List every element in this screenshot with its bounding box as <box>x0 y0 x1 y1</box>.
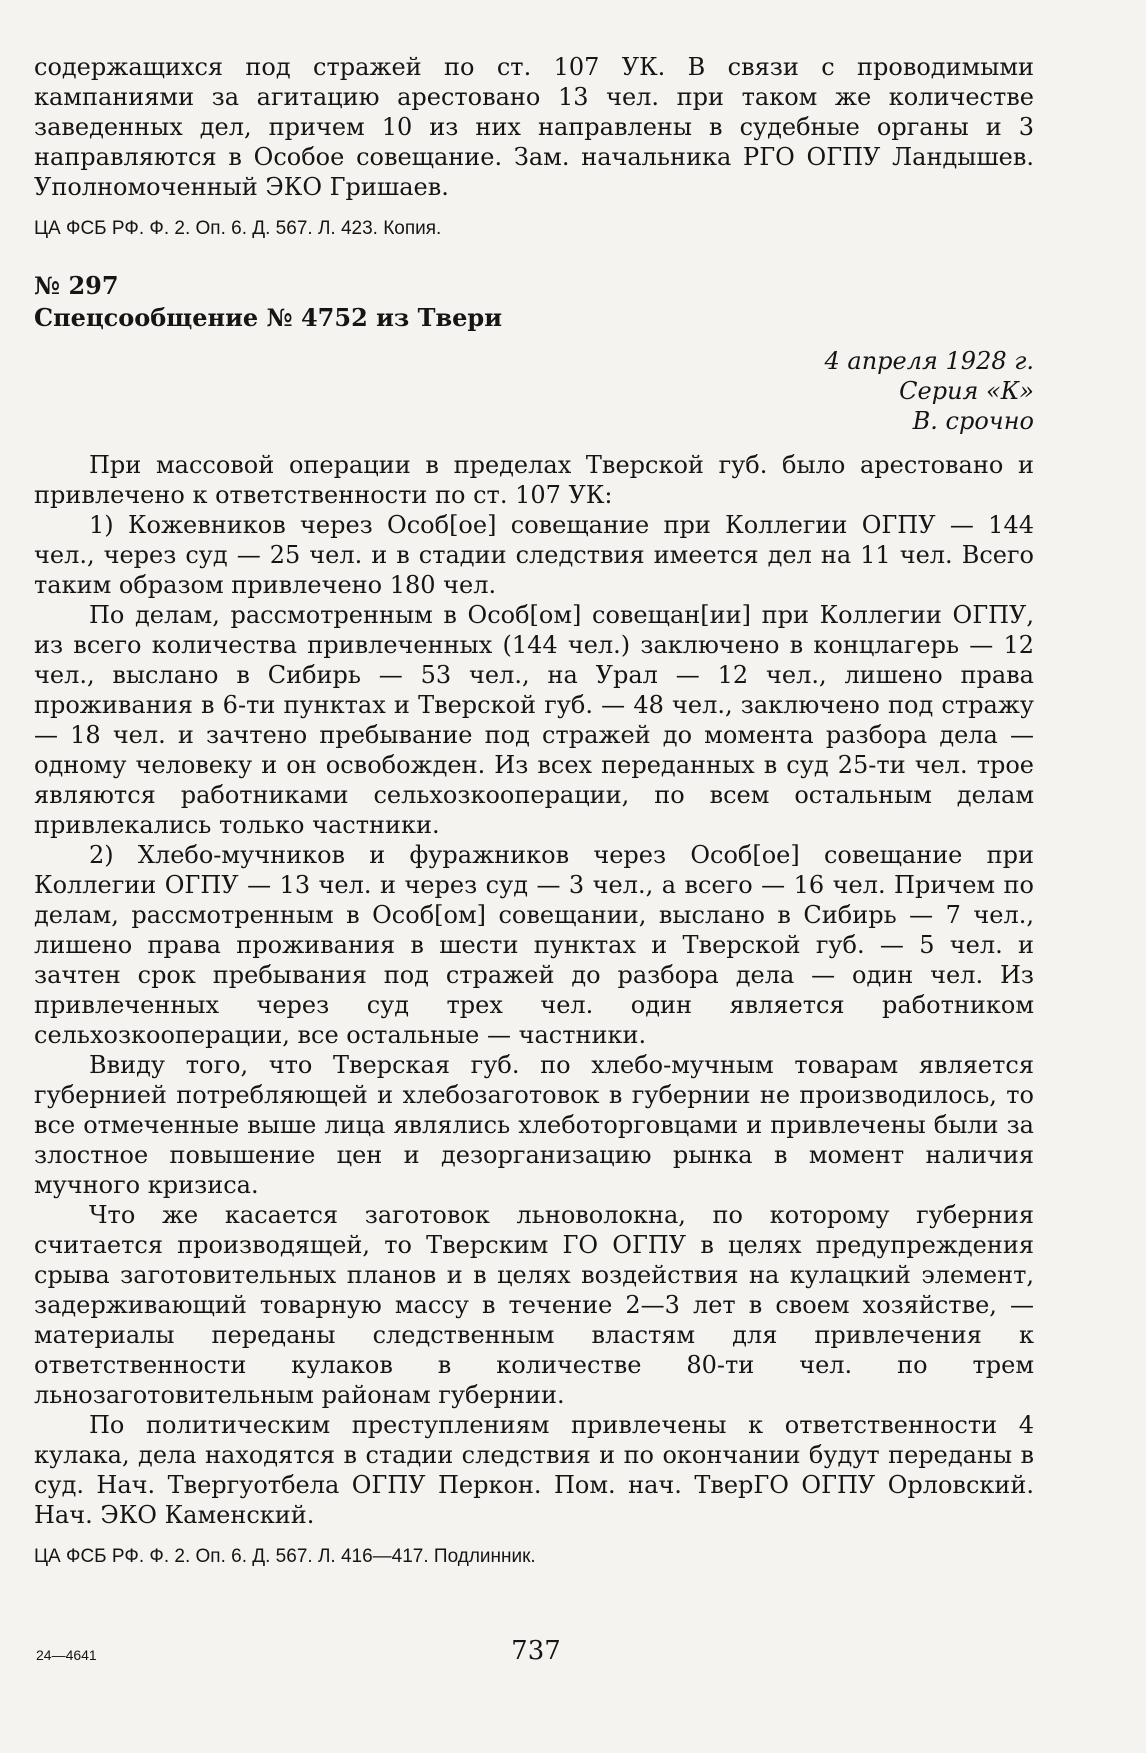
archive-source-2: ЦА ФСБ РФ. Ф. 2. Оп. 6. Д. 567. Л. 416—417. Подлинник. <box>34 1546 536 1567</box>
page-content <box>34 52 1034 1570</box>
document-title: Спецсообщение № 4752 из Твери <box>34 303 502 332</box>
document-number: № 297 <box>34 271 119 300</box>
intro-paragraph: содержащихся под стражей по ст. 107 УК. В связи с проводимыми кампаниями за агитацию арестовано 13 чел. при таком же количестве заведенных дел, причем 10 из них направлены в судебные органы и 3 направляются в Особое совещание. Зам. начальника РГО ОГПУ Ландышев. Уполномоченный ЭКО Гришаев. <box>34 53 1034 201</box>
body-paragraph: 2) Хлебо-мучников и фуражников через Особ[ое] совещание при Коллегии ОГПУ — 13 чел. и через суд — 3 чел., а всего — 16 чел. Причем по делам, рассмотренным в Особ[ом] совещании, выслано в Сибирь — 7 чел., лишено права проживания в шести пунктах и Тверской губ. — 5 чел. и зачтен срок пребывания под стражей до разбора дела — один чел. Из привлеченных через суд трех чел. один является работником сельхозкооперации, все остальные — частники. <box>34 841 1034 1049</box>
document-urgency: В. срочно <box>912 407 1034 435</box>
body-paragraph: Ввиду того, что Тверская губ. по хлебо-мучным товарам является губернией потребляющей и хлебозаготовок в губернии не производилось, то все отмеченные выше лица являлись хлеботорговцами и привлечены были за злостное повышение цен и дезорганизацию рынка в момент наличия мучного кризиса. <box>34 1051 1034 1199</box>
body-paragraph: По политическим преступлениям привлечены к ответственности 4 кулака, дела находятся в стадии следствия и по окончании будут переданы в суд. Нач. Твергуотбела ОГПУ Перкон. Пом. нач. ТверГО ОГПУ Орловский. Нач. ЭКО Каменский. <box>34 1411 1034 1529</box>
document-meta <box>34 346 1034 436</box>
document-date: 4 апреля 1928 г. <box>824 347 1034 375</box>
page-number: 737 <box>511 1636 561 1666</box>
body-paragraph: По делам, рассмотренным в Особ[ом] совещан[ии] при Коллегии ОГПУ, из всего количества привлеченных (144 чел.) заключено в концлагерь — 12 чел., выслано в Сибирь — 53 чел., на Урал — 12 чел., лишено права проживания в 6-ти пунктах и Тверской губ. — 48 чел., заключено под стражу — 18 чел. и зачтено пребывание под стражей до момента разбора дела — одному человеку и он освобожден. Из всех переданных в суд 25-ти чел. трое являются работниками сельхозкооперации, по всем остальным делам привлекались только частники. <box>34 601 1034 839</box>
body-paragraph: При массовой операции в пределах Тверской губ. было арестовано и привлечено к ответственности по ст. 107 УК: <box>34 451 1034 509</box>
archive-source-1: ЦА ФСБ РФ. Ф. 2. Оп. 6. Д. 567. Л. 423. Копия. <box>34 218 442 239</box>
printer-signature-mark: 24—4641 <box>36 1647 97 1663</box>
body-paragraph: Что же касается заготовок льноволокна, по которому губерния считается производящей, то Тверским ГО ОГПУ в целях предупреждения срыва заготовительных планов и в целях воздействия на кулацкий элемент, задерживающий товарную массу в течение 2—3 лет в своем хозяйстве, — материалы переданы следственным властям для привлечения к ответственности кулаков в количестве 80-ти чел. по трем льнозаготовительным районам губернии. <box>34 1201 1034 1409</box>
document-series: Серия «К» <box>899 377 1034 405</box>
body-paragraph: 1) Кожевников через Особ[ое] совещание при Коллегии ОГПУ — 144 чел., через суд — 25 чел. и в стадии следствия имеется дел на 11 чел. Всего таким образом привлечено 180 чел. <box>34 511 1034 599</box>
